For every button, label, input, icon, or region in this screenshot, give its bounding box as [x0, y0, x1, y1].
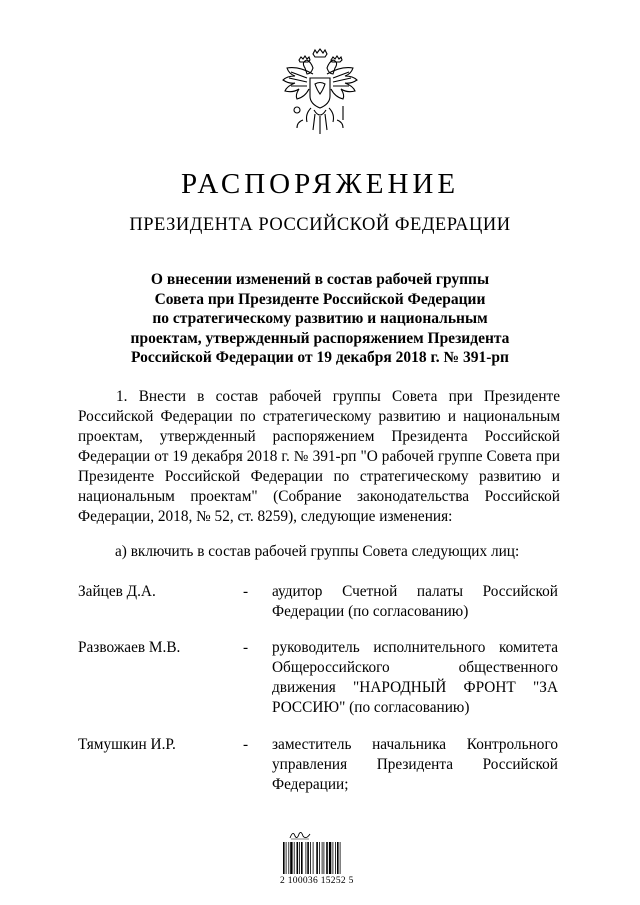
person-role: руководитель исполнительного комитета Общероссийского общественного движения "НАРОДНЫЙ ФРОНТ "ЗА РОССИЮ" (по согласованию)	[272, 639, 558, 716]
paragraph-1	[78, 387, 560, 527]
subpoint-a: а) включить в состав рабочей группы Совета следующих лиц:	[115, 543, 520, 560]
document-subtitle: ПРЕЗИДЕНТА РОССИЙСКОЙ ФЕДЕРАЦИИ	[129, 215, 511, 235]
person-name: Развожаев М.В.	[78, 639, 181, 656]
heading-line: Совета при Президенте Российской Федерации	[154, 290, 486, 308]
dash: -	[243, 736, 249, 753]
heading-line: Российской Федерации от 19 декабря 2018 г. № 391-рп	[131, 349, 509, 366]
heading-line: проектам, утвержденный распоряжением Президента	[130, 329, 510, 347]
dash: -	[243, 583, 249, 600]
person-role: аудитор Счетной палаты Российской Федерации (по согласованию)	[272, 583, 558, 620]
person-name: Тямушкин И.Р.	[78, 736, 176, 753]
person-role: заместитель начальника Контрольного управления Президента Российской Федерации;	[272, 736, 558, 793]
document-heading	[100, 270, 540, 368]
person-name: Зайцев Д.А.	[78, 583, 156, 600]
dash: -	[243, 639, 249, 656]
barcode	[283, 842, 359, 874]
document-title: РАСПОРЯЖЕНИЕ	[180, 168, 460, 200]
heading-line: по стратегическому развитию и национальным	[152, 310, 488, 327]
paragraph-text: Внести в состав рабочей группы Совета при Президенте Российской Федерации по стратегическому развитию и национальным проектам, утвержденный распоряжением Президента Российской Федерации от 19 декабря 2018 г. № 391-рп "О рабочей группе Совета при Президенте Российской Федерации по стратегическому развитию и национальным проектам" (Собрание законодательства Российской Федерации, 2018, № 52, ст. 8259), следующие изменения:	[78, 388, 560, 525]
heading-line: О внесении изменений в состав рабочей группы	[150, 271, 490, 288]
handwritten-stamp-icon	[289, 828, 311, 840]
barcode-number: 2 100036 15252 5	[280, 876, 354, 886]
coat-of-arms-icon	[275, 48, 365, 138]
paragraph-number: 1.	[116, 388, 128, 405]
